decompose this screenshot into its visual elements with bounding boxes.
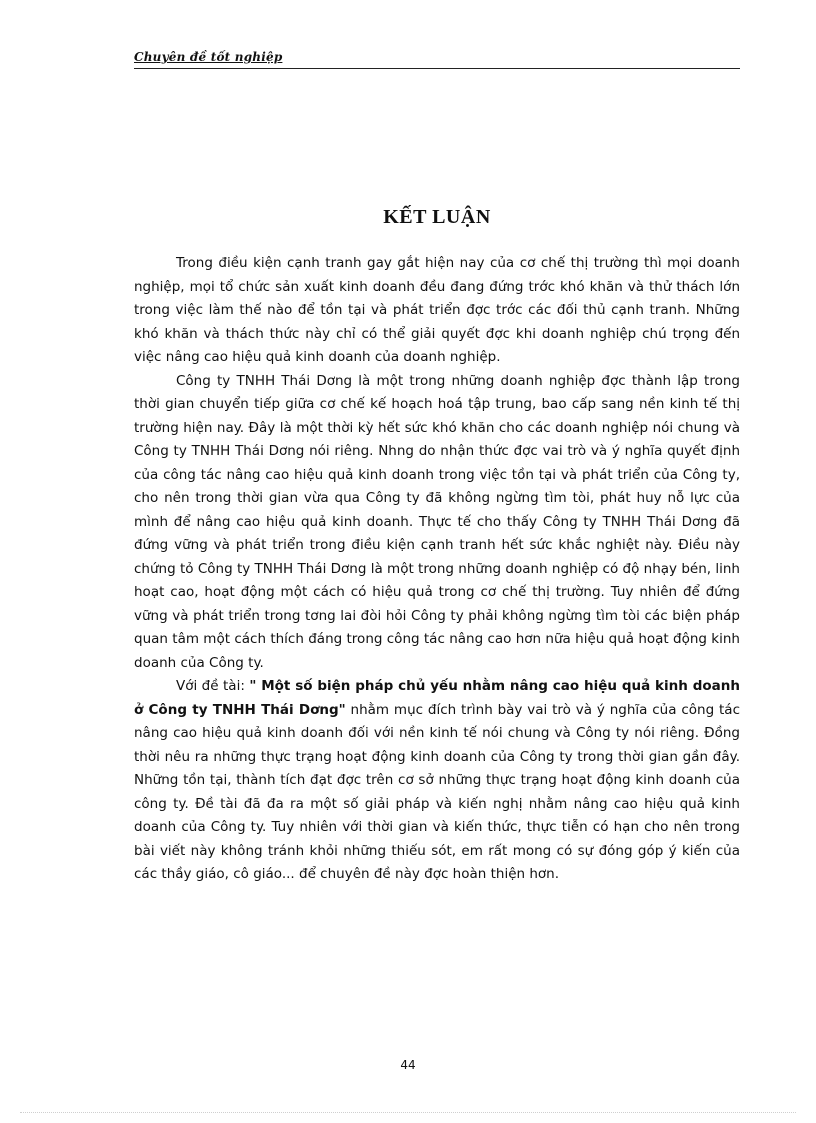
header-title: Chuyên đề tốt nghiệp <box>134 50 283 64</box>
page-header <box>134 48 740 69</box>
document-title: KẾT LUẬN <box>383 206 491 228</box>
paragraph-3 <box>134 675 740 887</box>
paragraph-3-intro: Với đề tài: <box>176 678 250 694</box>
page-number: 44 <box>400 1058 416 1072</box>
paragraph-1: Trong điều kiện cạnh tranh gay gắt hiện nay của cơ chế thị trường thì mọi doanh nghiệp, mọi tổ chức sản xuất kinh doanh đều đang đứng trớc khó khăn và thử thách lớn trong việc làm thế nào để tồn tại và phát triển đợc trớc các đối thủ cạnh tranh. Những khó khăn và thách thức này chỉ có thể giải quyết đợc khi doanh nghiệp chú trọng đến việc nâng cao hiệu quả kinh doanh của doanh nghiệp. <box>134 255 740 365</box>
page-bottom-divider <box>20 1112 796 1113</box>
document-body <box>134 252 740 887</box>
paragraph-3-body: nhằm mục đích trình bày vai trò và ý nghĩa của công tác nâng cao hiệu quả kinh doanh đối với nền kinh tế nói chung và Công ty nói riêng. Đồng thời nêu ra những thực trạng hoạt động kinh doanh của Công ty trong thời gian gần đây. Những tồn tại, thành tích đạt đợc trên cơ sở những thực trạng hoạt động kinh doanh của công ty. Đề tài đã đa ra một số giải pháp và kiến nghị nhằm nâng cao hiệu quả kinh doanh của Công ty. Tuy nhiên với thời gian và kiến thức, thực tiễn có hạn cho nên trong bài viết này không tránh khỏi những thiếu sót, em rất mong có sự đóng góp ý kiến của các thầy giáo, cô giáo... để chuyên đề này đợc hoàn thiện hơn. <box>134 701 740 882</box>
thesis-topic-title: " Một số biện pháp chủ yếu nhằm nâng cao hiệu quả kinh doanh ở Công ty TNHH Thái Dơng" <box>134 678 740 718</box>
paragraph-2: Công ty TNHH Thái Dơng là một trong những doanh nghiệp đợc thành lập trong thời gian chuyển tiếp giữa cơ chế kế hoạch hoá tập trung, bao cấp sang nền kinh tế thị trường hiện nay. Đây là một thời kỳ hết sức khó khăn cho các doanh nghiệp nói chung và Công ty TNHH Thái Dơng nói riêng. Nhng do nhận thức đợc vai trò và ý nghĩa quyết định của công tác nâng cao hiệu quả kinh doanh trong việc tồn tại và phát triển của Công ty, cho nên trong thời gian vừa qua Công ty đã không ngừng tìm tòi, phát huy nỗ lực của mình để nâng cao hiệu quả kinh doanh. Thực tế cho thấy Công ty TNHH Thái Dơng đã đứng vững và phát triển trong điều kiện cạnh tranh hết sức khắc nghiệt này. Điều này chứng tỏ Công ty TNHH Thái Dơng là một trong những doanh nghiệp có độ nhạy bén, linh hoạt cao, hoạt động một cách có hiệu quả trong cơ chế thị trường. Tuy nhiên để đứng vững và phát triển trong tơng lai đòi hỏi Công ty phải không ngừng tìm tòi các biện pháp quan tâm một cách thích đáng trong công tác nâng cao hơn nữa hiệu quả hoạt động kinh doanh của Công ty. <box>134 372 740 671</box>
